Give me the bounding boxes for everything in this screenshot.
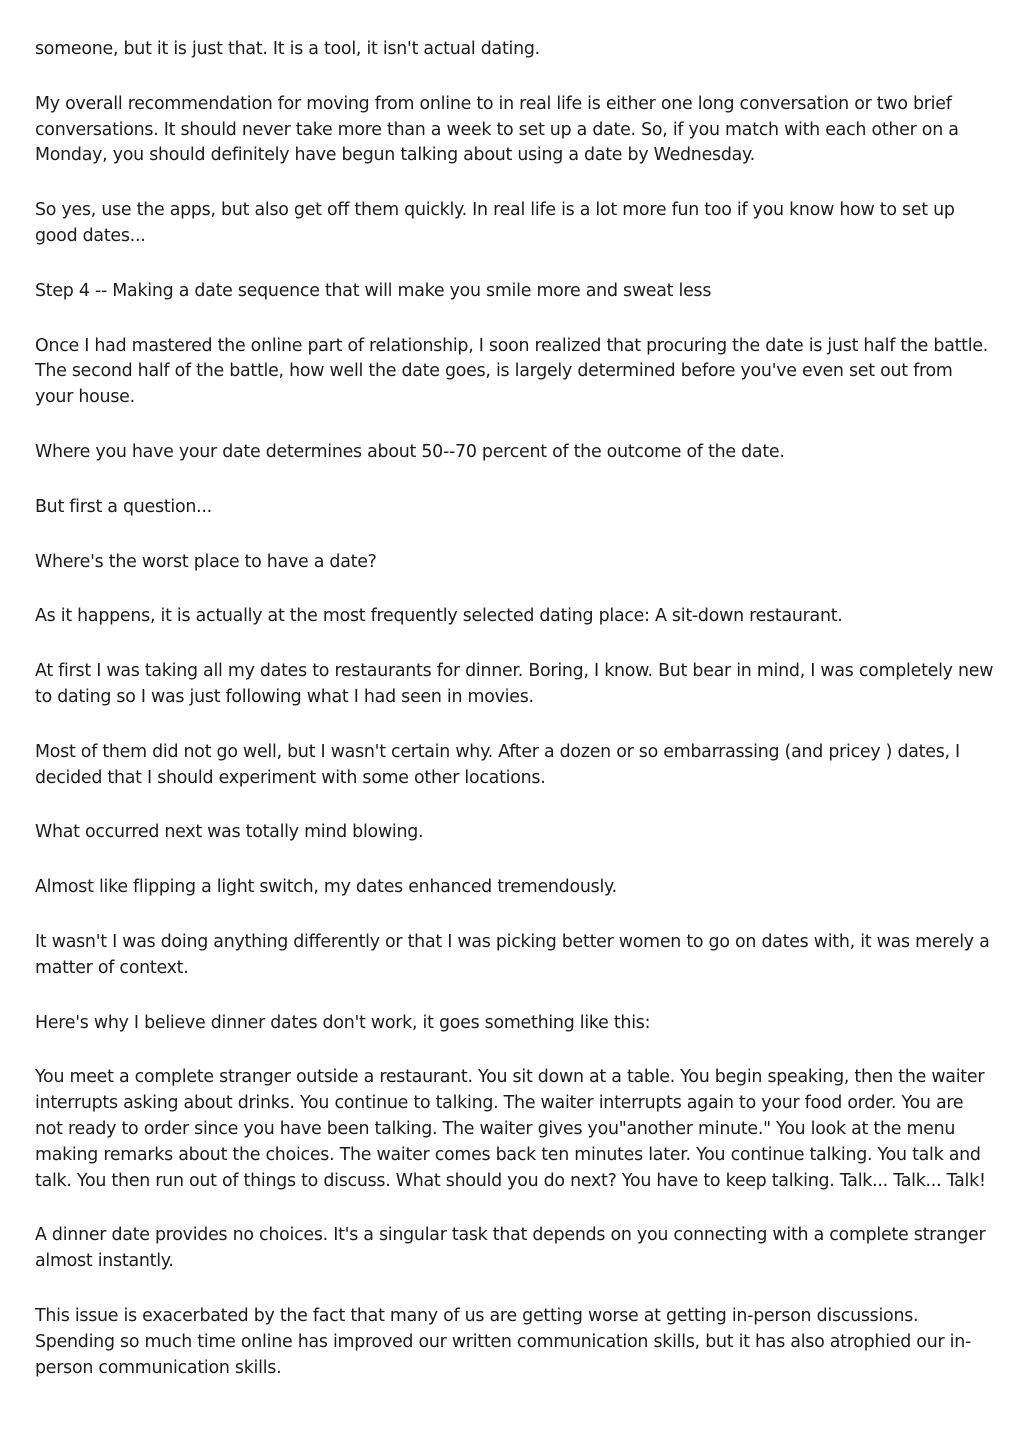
paragraph-5: Once I had mastered the online part of relationship, I soon realized that procuring the date is just half the battle. The second half of the battle, how well the date goes, is largely determined before you've even set out from your house. bbox=[35, 335, 989, 408]
paragraph-3: So yes, use the apps, but also get off them quickly. In real life is a lot more fun too if you know how to set up good dates... bbox=[35, 200, 955, 246]
paragraph-8: Where's the worst place to have a date? bbox=[35, 551, 377, 572]
paragraph-12: What occurred next was totally mind blowing. bbox=[35, 822, 424, 843]
paragraph-14: It wasn't I was doing anything differently or that I was picking better women to go on dates with, it was merely a matter of context. bbox=[35, 931, 990, 978]
paragraph-17: A dinner date provides no choices. It's a singular task that depends on you connecting with a complete stranger almost instantly. bbox=[35, 1225, 986, 1272]
paragraph-18: This issue is exacerbated by the fact that many of us are getting worse at getting in-person discussions. Spending so much time online has improved our written communication skills, but it has also atrophied our in-person communication skills. bbox=[35, 1305, 972, 1378]
paragraph-10: At first I was taking all my dates to restaurants for dinner. Boring, I know. But bear in mind, I was completely new to dating so I was just following what I had seen in movies. bbox=[35, 661, 994, 707]
paragraph-7: But first a question... bbox=[35, 496, 212, 517]
paragraph-1: someone, but it is just that. It is a tool, it isn't actual dating. bbox=[35, 39, 540, 59]
paragraph-15: Here's why I believe dinner dates don't work, it goes something like this: bbox=[35, 1012, 651, 1033]
paragraph-16: You meet a complete stranger outside a restaurant. You sit down at a table. You begin speaking, then the waiter interrupts asking about drinks. You continue to talking. The waiter interrupts again to your food order. You are not ready to order since you have been talking. The waiter gives you"another minute." You look at the menu making remarks about the choices. The waiter comes back ten minutes later. You continue talking. You talk and talk. You then run out of things to discuss. What should you do next? You have to keep talking. Talk... Talk... Talk! bbox=[35, 1067, 986, 1191]
step-4-heading: Step 4 -- Making a date sequence that will make you smile more and sweat less bbox=[35, 280, 712, 301]
paragraph-9: As it happens, it is actually at the most frequently selected dating place: A sit-down restaurant. bbox=[35, 606, 843, 627]
paragraph-13: Almost like flipping a light switch, my dates enhanced tremendously. bbox=[35, 877, 617, 898]
paragraph-2: My overall recommendation for moving from online to in real life is either one long conversation or two brief conversations. It should never take more than a week to set up a date. So, if you match with each other on a Monday, you should definitely have begun talking about using a date by Wednesday. bbox=[35, 93, 959, 166]
paragraph-6: Where you have your date determines about 50--70 percent of the outcome of the date. bbox=[35, 441, 785, 462]
paragraph-11: Most of them did not go well, but I wasn't certain why. After a dozen or so embarrassing (and pricey ) dates, I decided that I should experiment with some other locations. bbox=[35, 741, 960, 788]
document-page bbox=[35, 37, 995, 1410]
